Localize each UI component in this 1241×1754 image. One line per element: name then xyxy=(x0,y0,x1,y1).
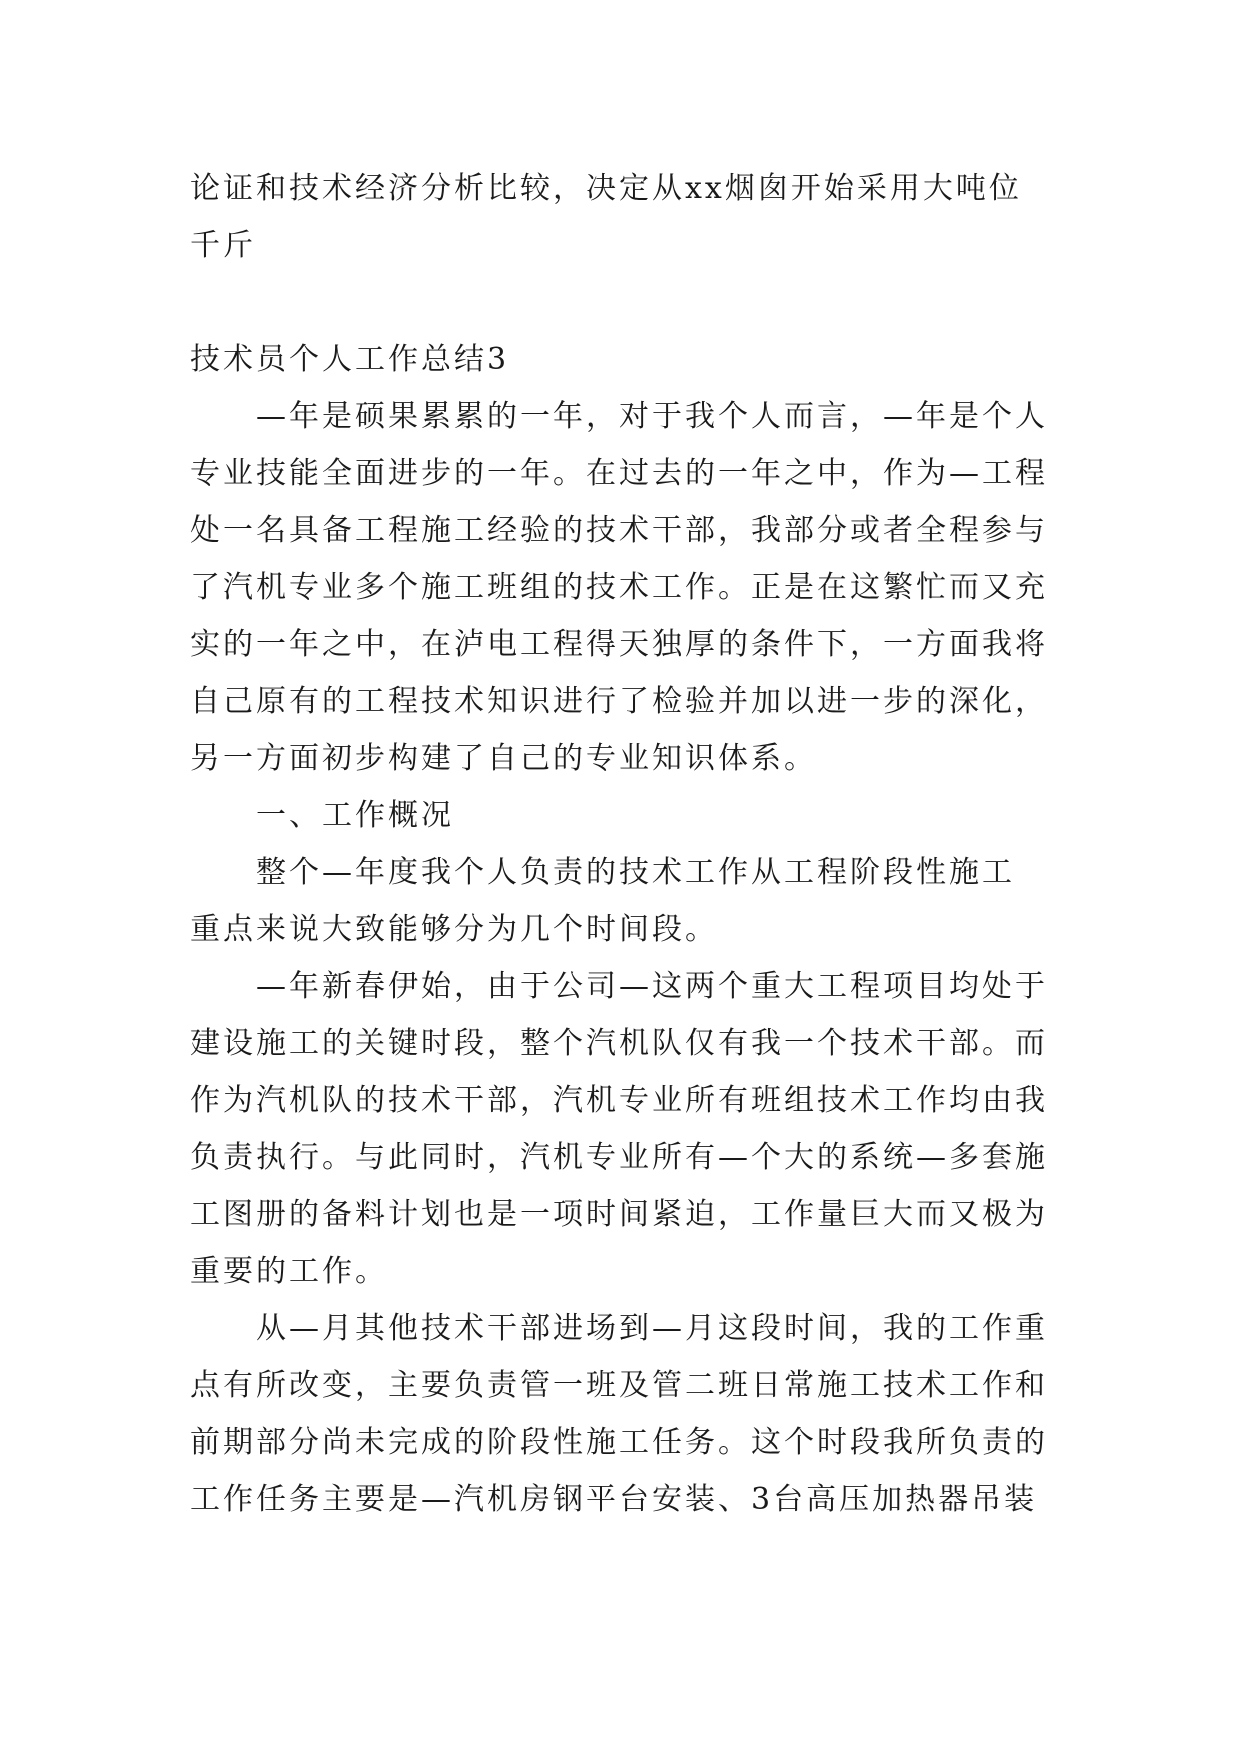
paragraph-3 xyxy=(190,1300,1070,1528)
text-line: 自己原有的工程技术知识进行了检验并加以进一步的深化， xyxy=(190,684,1048,719)
blank-line xyxy=(190,274,1070,331)
text-line: 负责执行。与此同时，汽机专业所有—个大的系统—多套施 xyxy=(190,1140,1048,1175)
text-line: 重要的工作。 xyxy=(190,1254,388,1289)
text-line: 另一方面初步构建了自己的专业知识体系。 xyxy=(190,741,817,776)
document-body xyxy=(190,160,1070,1528)
text-line: 建设施工的关键时段，整个汽机队仅有我一个技术干部。而 xyxy=(190,1026,1048,1061)
text-line: 千斤 xyxy=(190,228,256,263)
text-line: —年是硕果累累的一年，对于我个人而言，—年是个人 xyxy=(190,399,1048,434)
section-title: 技术员个人工作总结3 xyxy=(190,342,510,377)
text-line: 实的一年之中，在泸电工程得天独厚的条件下，一方面我将 xyxy=(190,627,1048,662)
text-line: 整个—年度我个人负责的技术工作从工程阶段性施工 xyxy=(190,855,1015,890)
text-line: 处一名具备工程施工经验的技术干部，我部分或者全程参与 xyxy=(190,513,1048,548)
text-line: —年新春伊始，由于公司—这两个重大工程项目均处于 xyxy=(190,969,1048,1004)
text-line: 了汽机专业多个施工班组的技术工作。正是在这繁忙而又充 xyxy=(190,570,1048,605)
text-line: 论证和技术经济分析比较，决定从xx烟囱开始采用大吨位 xyxy=(190,171,1022,206)
text-line: 点有所改变，主要负责管一班及管二班日常施工技术工作和 xyxy=(190,1368,1048,1403)
text-line: 工图册的备料计划也是一项时间紧迫，工作量巨大而又极为 xyxy=(190,1197,1048,1232)
paragraph-1 xyxy=(190,844,1070,958)
intro-paragraph xyxy=(190,388,1070,787)
text-line: 重点来说大致能够分为几个时间段。 xyxy=(190,912,718,947)
text-line: 从—月其他技术干部进场到—月这段时间，我的工作重 xyxy=(190,1311,1048,1346)
text-line: 作为汽机队的技术干部，汽机专业所有班组技术工作均由我 xyxy=(190,1083,1048,1118)
text-line: 前期部分尚未完成的阶段性施工任务。这个时段我所负责的 xyxy=(190,1425,1048,1460)
paragraph-2 xyxy=(190,958,1070,1300)
heading-work-overview: 一、工作概况 xyxy=(190,798,454,833)
text-line: 工作任务主要是—汽机房钢平台安装、3台高压加热器吊装 xyxy=(190,1482,1038,1517)
text-line: 专业技能全面进步的一年。在过去的一年之中，作为—工程 xyxy=(190,456,1048,491)
fragment-paragraph xyxy=(190,160,1070,274)
